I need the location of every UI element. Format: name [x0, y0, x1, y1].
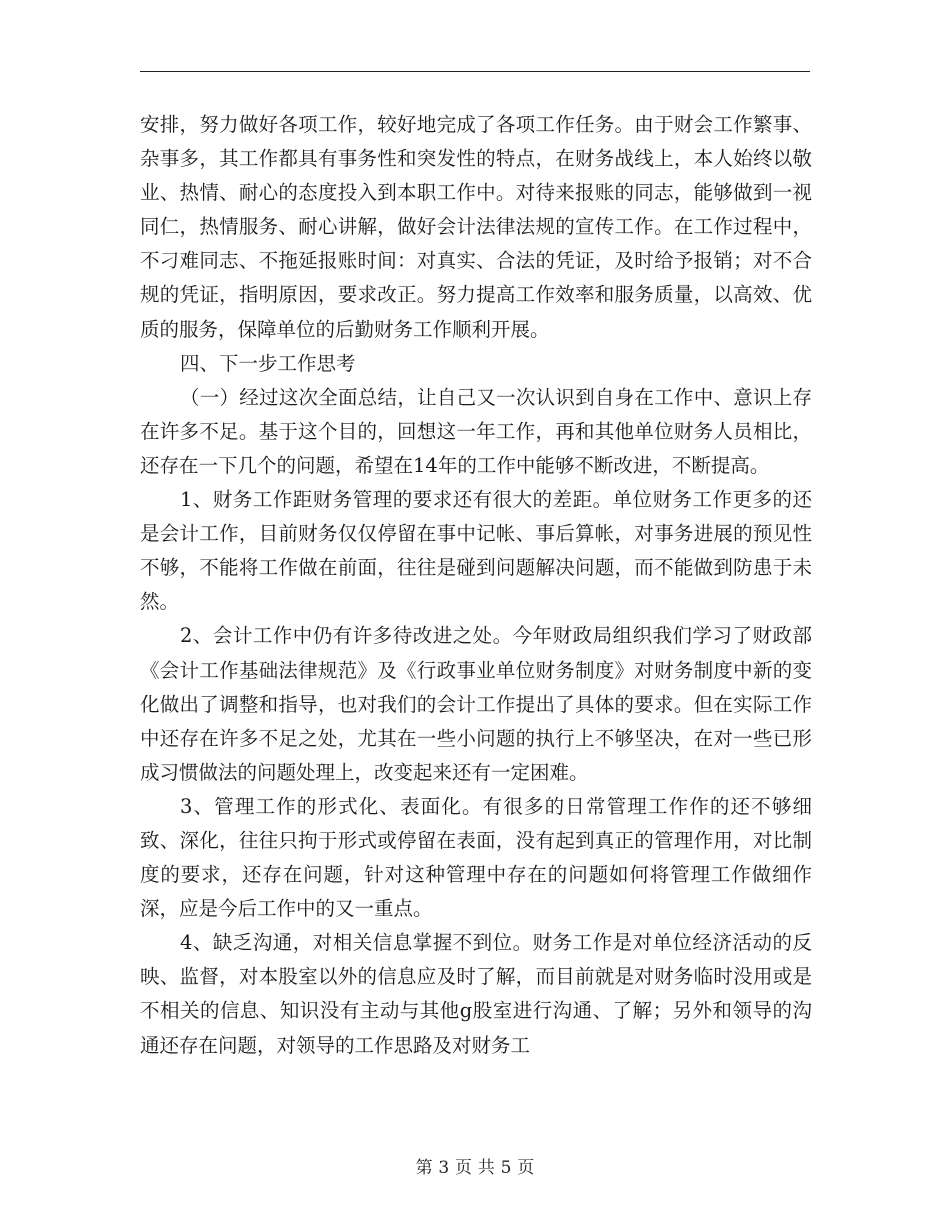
header-rule: [140, 71, 810, 72]
page-footer: 第 3 页 共 5 页: [415, 1158, 535, 1178]
paragraph-continuation: 安排，努力做好各项工作，较好地完成了各项工作任务。由于财会工作繁事、杂事多，其工作都具有事务性和突发性的特点，在财务战线上，本人始终以敬业、热情、耐心的态度投入到本职工作中。对待来报账的同志，能够做到一视同仁，热情服务、耐心讲解，做好会计法律法规的宣传工作。在工作过程中，不刁难同志、不拖延报账时间：对真实、合法的凭证，及时给予报销；对不合规的凭证，指明原因，要求改正。努力提高工作效率和服务质量，以高效、优质的服务，保障单位的后勤财务工作顺利开展。: [140, 113, 812, 341]
paragraph-issue-1: 1、财务工作距财务管理的要求还有很大的差距。单位财务工作更多的还是会计工作，目前财务仅仅停留在事中记帐、事后算帐，对事务进展的预见性不够，不能将工作做在前面，往往是碰到问题解决问题，而不能做到防患于未然。: [140, 488, 812, 614]
paragraph-issue-2: 2、会计工作中仍有许多待改进之处。今年财政局组织我们学习了财政部《会计工作基础法律规范》及《行政事业单位财务制度》对财务制度中新的变化做出了调整和指导，也对我们的会计工作提出了具体的要求。但在实际工作中还存在许多不足之处，尤其在一些小问题的执行上不够坚决，在对一些已形成习惯做法的问题处理上，改变起来还有一定困难。: [140, 624, 812, 784]
section-heading-next-steps: 四、下一步工作思考: [179, 351, 356, 375]
paragraph-issue-3: 3、管理工作的形式化、表面化。有很多的日常管理工作作的还不够细致、深化，往往只拘于形式或停留在表面，没有起到真正的管理作用，对比制度的要求，还存在问题，针对这种管理中存在的问题如何将管理工作做细作深，应是今后工作中的又一重点。: [140, 794, 812, 921]
document-body: [140, 108, 812, 1063]
paragraph-issue-4: 4、缺乏沟通，对相关信息掌握不到位。财务工作是对单位经济活动的反映、监督，对本股室以外的信息应及时了解，而目前就是对财务临时没用或是不相关的信息、知识没有主动与其他g股室进行沟通、了解；另外和领导的沟通还存在问题，对领导的工作思路及对财务工: [140, 931, 812, 1057]
paragraph-summary: （一）经过这次全面总结，让自己又一次认识到自身在工作中、意识上存在许多不足。基于这个目的，回想这一年工作，再和其他单位财务人员相比，还存在一下几个的问题，希望在14年的工作中能够不断改进，不断提高。: [140, 385, 812, 477]
